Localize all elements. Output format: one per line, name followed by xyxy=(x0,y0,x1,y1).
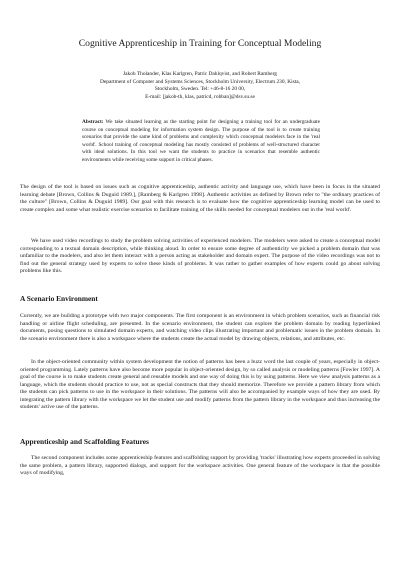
intro-paragraph-1: The design of the tool is based on issues such as cognitive apprenticeship, authentic activity and language use, which have been in focus in the situated learning debate [Brown, Collins & Duguid 1989.], [Ramberg & Karlgren 1998]. Authentic activities as defined by Brown refer to "the ordinary practices of the culture" [Brown, Collins & Duguid 1989]. Our goal with this research is to evaluate how the cognitive apprenticeship learning model can be used to create complex and some what realistic exercise scenarios to facilitate training of the skills needed for conceptual modelers out in the 'real world'. xyxy=(20,184,380,213)
section1-paragraph-1: Currently, we are building a prototype with two major components. The first component is an environment in which problem scenarios, such as financial risk handling or airline flight scheduling, are presented. In the scenario environment, the student can explore the problem domain by reading hyperlinked documents, posing questions to simulated domain experts, and watching video clips illustrating important and problematic issues in the problem domain. In the scenario environment there is also a workspace where the students create the actual model by drawing objects, relations, and attributes, etc. xyxy=(20,313,380,342)
author-names: Jakob Tholander, Klas Karlgren, Patric Dahlqvist, and Robert Ramberg xyxy=(123,71,277,77)
email-line: E-mail: [jakob-th, klas, patricd, robban]@dsv.su.se xyxy=(145,93,255,100)
abstract xyxy=(82,119,320,164)
section1-paragraph-2: In the object-oriented community within system development the notion of patterns has been a buzz word the last couple of years, especially in object-oriented programming. Lately patterns have also become more popular in object-oriented design, by so called analysis or modeling patterns [Fowler 1997]. A goal of the course is to make students create general and reusable models and one way of doing this is by using patterns. Here we view analysis patterns as a language, which the students should practice to use, not as special constructs that they should memorize. Therefore we provide a pattern library from which the students can pick patterns to use in the workspace in their solutions. The patterns will also be accompanied by example ways of how they are used. By integrating the pattern library with the workspace we let the student use and modify patterns from the pattern library in the workspace and thus increasing the students' active use of the patterns. xyxy=(20,359,380,411)
affiliation: Department of Computer and Systems Sciences, Stockholm University, Electrum 230, Kista, xyxy=(100,78,300,85)
section2-paragraph-1: The second component includes some apprenticeship features and scaffolding support by providing 'tracks' illustrating how experts proceeded in solving the same problem, a pattern library, supported dialogs, and support for the workspace activities. One general feature of the workspace is that the possible ways of modifying, xyxy=(20,455,380,477)
intro-paragraph-2: We have used video recordings to study the problem solving activities of experienced modelers. The modelers were asked to create a conceptual model corresponding to a textual domain description, while thinking aloud. In order to ensure some degree of authenticity we picked a problem domain that was unfamiliar to the modelers, and also let them interact with a person acting as stakeholder and domain expert. The purpose of the video recordings was not to find out the general strategy used by experts to solve these kinds of problems. It was rather to gather examples of how experts could go about solving problems like this. xyxy=(20,238,380,275)
abstract-text: We take situated learning as the starting point for designing a training tool for an undergraduate course on conceptual modeling for information system design. The purpose of the tool is to create training scenarios that provide the same kind of problems and complexity which conceptual modelers face in the 'real world'. School training of conceptual modeling has mostly consisted of problems of well-structured character with ideal solutions. In this tool we want the students to practice in scenarios that resemble authentic environments while receiving some support in critical phases. xyxy=(82,119,320,163)
section-heading-scenario-environment: A Scenario Environment xyxy=(20,294,98,303)
abstract-label: Abstract: xyxy=(82,119,104,125)
paper-title: Cognitive Apprenticeship in Training for Conceptual Modeling xyxy=(78,38,322,49)
location-phone: Stockholm, Sweden. Tel: +46-8-16 20 00, xyxy=(154,86,246,93)
author-block xyxy=(60,71,340,101)
section-heading-apprenticeship-scaffolding: Apprenticeship and Scaffolding Features xyxy=(20,437,149,446)
